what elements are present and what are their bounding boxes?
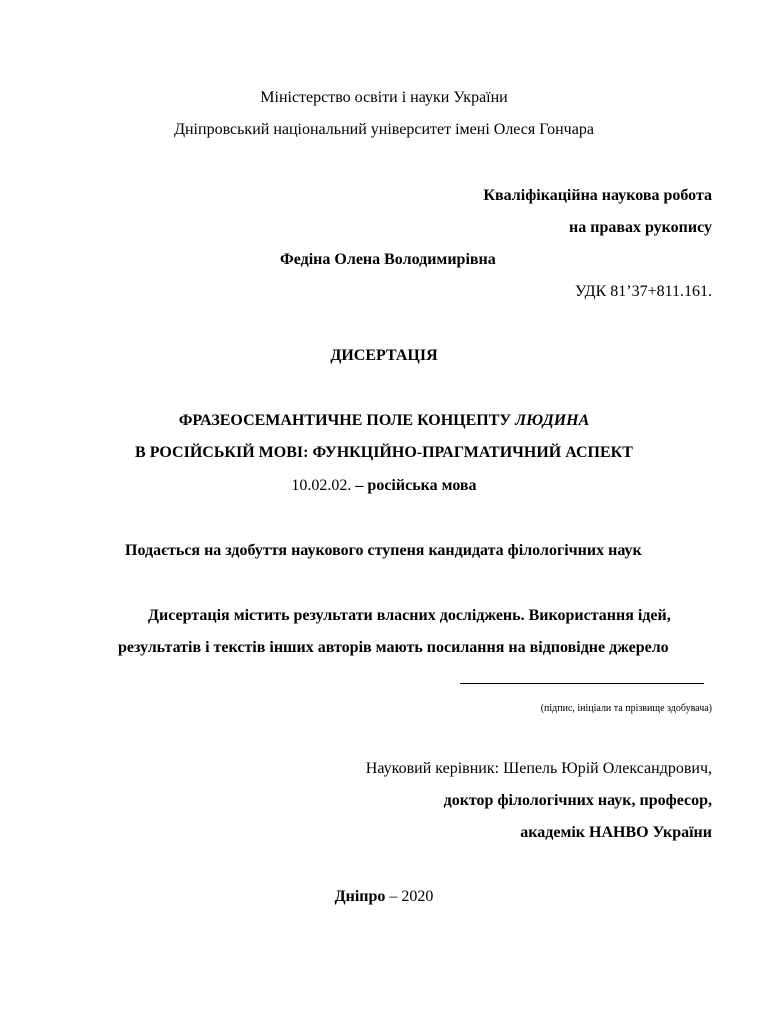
supervisor-line-2: доктор філологічних наук, професор, bbox=[443, 792, 712, 809]
title-line-2: В РОСІЙСЬКІЙ МОВІ: ФУНКЦІЙНО-ПРАГМАТИЧНИЙ АСПЕКТ bbox=[135, 444, 633, 461]
specialty-name: – російська мова bbox=[355, 477, 477, 494]
work-type: Кваліфікаційна наукова робота bbox=[483, 187, 712, 204]
degree-statement: Подається на здобуття наукового ступеня кандидата філологічних наук bbox=[125, 542, 642, 559]
ministry-heading: Міністерство освіти і науки України bbox=[260, 89, 508, 106]
city: Дніпро bbox=[334, 888, 390, 905]
university-heading: Дніпровський національний університет імені Олеся Гончара bbox=[174, 121, 594, 138]
specialty bbox=[0, 476, 768, 496]
author-name: Федіна Олена Володимирівна bbox=[280, 251, 496, 268]
signature-line bbox=[460, 683, 704, 684]
udk-code: УДК 81’37+811.161. bbox=[574, 283, 712, 300]
title-line-1-prefix: ФРАЗЕОСЕМАНТИЧНЕ ПОЛЕ КОНЦЕПТУ bbox=[178, 412, 516, 429]
city-year bbox=[0, 887, 768, 907]
specialty-code: 10.02.02. bbox=[291, 477, 356, 494]
supervisor-line-3: академік НАНВО України bbox=[520, 824, 712, 841]
manuscript-rights: на правах рукопису bbox=[569, 219, 712, 236]
title-line-1 bbox=[0, 411, 768, 431]
signature-caption: (підпис, ініціали та прізвище здобувача) bbox=[540, 703, 712, 714]
declaration-line-1: Дисертація містить результати власних досліджень. Використання ідей, bbox=[148, 607, 671, 624]
title-concept: ЛЮДИНА bbox=[515, 412, 590, 429]
document-type: ДИСЕРТАЦІЯ bbox=[330, 347, 438, 364]
year: – 2020 bbox=[389, 888, 434, 905]
supervisor-line-1: Науковий керівник: Шепель Юрій Олександрович, bbox=[365, 760, 712, 777]
declaration-line-2: результатів і текстів інших авторів мають посилання на відповідне джерело bbox=[118, 639, 669, 656]
